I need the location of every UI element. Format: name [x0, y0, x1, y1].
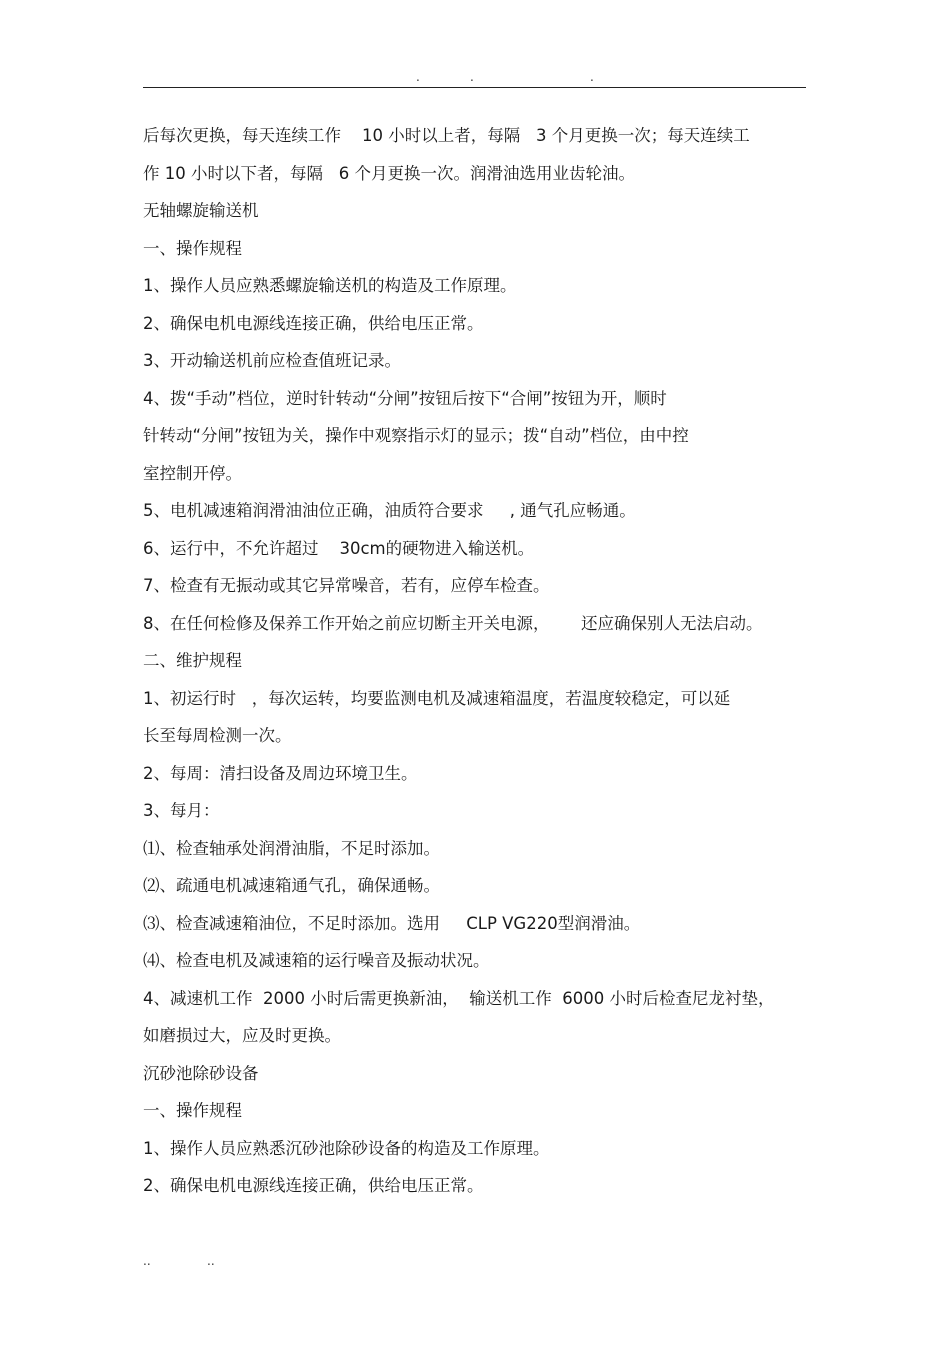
text-line: 室控制开停。: [143, 463, 242, 483]
header-mark: .: [590, 70, 594, 84]
text-line: 后每次更换，每天连续工作 10 小时以上者，每隔 3 个月更换一次；每天连续工: [143, 126, 750, 145]
text-line: 1、初运行时 ，每次运转，均要监测电机及减速箱温度，若温度较稳定，可以延: [143, 688, 731, 708]
text-line: 一、操作规程: [143, 238, 242, 258]
text-line: 如磨损过大，应及时更换。: [143, 1026, 341, 1045]
text-line: ⑷、检查电机及减速箱的运行噪音及振动状况。: [143, 951, 490, 970]
page-header-marks: [143, 70, 806, 84]
text-line: 5、电机减速箱润滑油油位正确，油质符合要求 , 通气孔应畅通。: [143, 501, 636, 520]
text-line: 1、操作人员应熟悉沉砂池除砂设备的构造及工作原理。: [143, 1138, 550, 1158]
text-line: 6、运行中，不允许超过 30cm的硬物进入输送机。: [143, 538, 535, 558]
text-line: ⑵、疏通电机减速箱通气孔，确保通畅。: [143, 876, 440, 895]
text-line: 4、减速机工作 2000 小时后需更换新油， 输送机工作 6000 小时后检查尼龙衬垫，: [143, 988, 775, 1008]
text-line: 2、确保电机电源线连接正确，供给电压正常。: [143, 1176, 484, 1195]
text-line: 1、操作人员应熟悉螺旋输送机的构造及工作原理。: [143, 276, 517, 295]
text-line: ⑴、检查轴承处润滑油脂，不足时添加。: [143, 838, 440, 858]
text-line: 长至每周检测一次。: [143, 726, 292, 745]
text-line: 沉砂池除砂设备: [143, 1063, 259, 1083]
text-line: ⑶、检查减速箱油位，不足时添加。选用 CLP VG220型润滑油。: [143, 913, 641, 933]
text-line: 针转动“分闸”按钮为关，操作中观察指示灯的显示；拨“自动”档位，由中控: [143, 426, 689, 445]
text-line: 2、确保电机电源线连接正确，供给电压正常。: [143, 313, 484, 333]
header-mark: .: [470, 70, 474, 84]
text-line: 3、每月：: [143, 801, 220, 820]
text-line: 一、操作规程: [143, 1101, 242, 1120]
text-line: 8、在任何检修及保养工作开始之前应切断主开关电源， 还应确保别人无法启动。: [143, 613, 763, 633]
footer-mark: ..: [143, 1254, 151, 1268]
footer-mark: ..: [207, 1254, 215, 1268]
text-line: 2、每周：清扫设备及周边环境卫生。: [143, 763, 418, 783]
text-line: 7、检查有无振动或其它异常噪音，若有，应停车检查。: [143, 576, 550, 595]
text-line: 3、开动输送机前应检查值班记录。: [143, 351, 401, 370]
document-body: [143, 117, 808, 1205]
header-mark: .: [416, 70, 420, 84]
text-line: 二、维护规程: [143, 651, 242, 670]
page-footer-marks: [143, 1254, 343, 1268]
text-line: 作 10 小时以下者，每隔 6 个月更换一次。润滑油选用业齿轮油。: [143, 163, 635, 183]
text-line: 4、拨“手动”档位，逆时针转动“分闸”按钮后按下“合闸”按钮为开，顺时: [143, 388, 667, 408]
header-rule: [143, 87, 806, 88]
text-line: 无轴螺旋输送机: [143, 201, 259, 220]
